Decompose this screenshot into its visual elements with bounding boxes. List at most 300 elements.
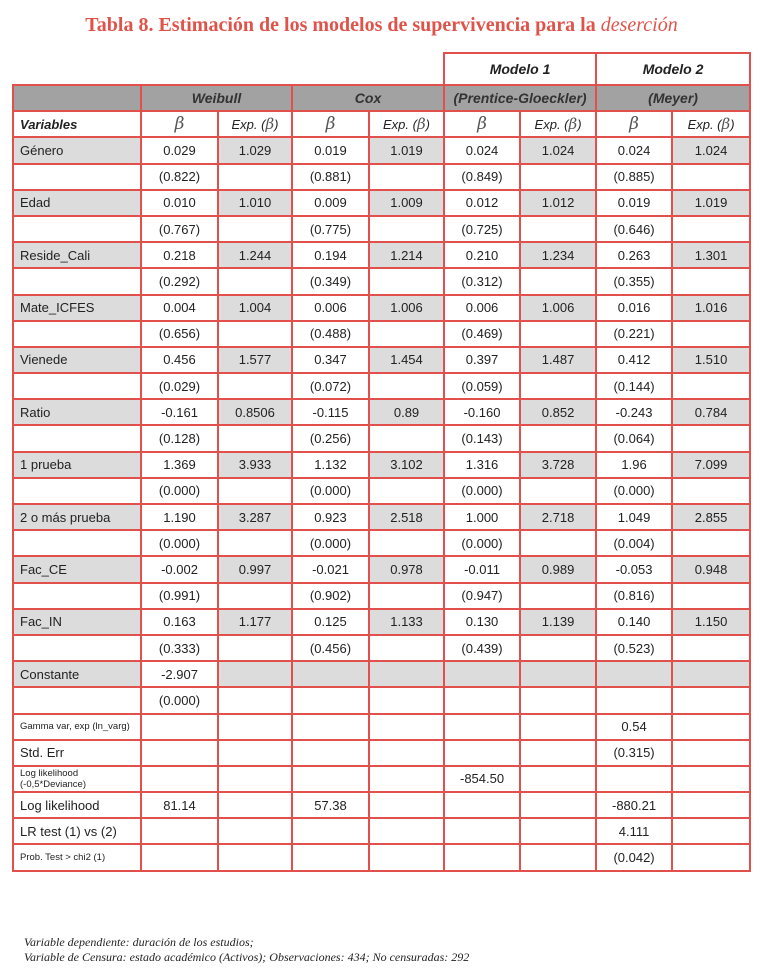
table-cell: 1.010 bbox=[218, 190, 292, 216]
table-cell: -854.50 bbox=[444, 766, 520, 792]
table-row bbox=[13, 216, 750, 242]
table-cell: 0.010 bbox=[141, 190, 218, 216]
row-label: Mate_ICFES bbox=[13, 295, 141, 321]
row-label bbox=[13, 164, 141, 190]
table-cell: 0.8506 bbox=[218, 399, 292, 425]
table-cell: (0.072) bbox=[292, 373, 369, 399]
table-cell bbox=[218, 530, 292, 556]
table-cell: (0.488) bbox=[292, 321, 369, 347]
table-cell: -0.002 bbox=[141, 556, 218, 582]
table-cell bbox=[520, 687, 596, 713]
table-cell: 0.978 bbox=[369, 556, 444, 582]
table-row bbox=[13, 766, 750, 792]
table-cell bbox=[218, 661, 292, 687]
table-cell bbox=[369, 714, 444, 740]
table-cell bbox=[520, 740, 596, 766]
table-cell: 0.923 bbox=[292, 504, 369, 530]
table-row bbox=[13, 714, 750, 740]
table-cell bbox=[218, 635, 292, 661]
table-cell: 81.14 bbox=[141, 792, 218, 818]
table-cell: 0.130 bbox=[444, 609, 520, 635]
exp-suffix: ) bbox=[425, 117, 430, 133]
table-cell: 0.009 bbox=[292, 190, 369, 216]
table-row bbox=[13, 635, 750, 661]
table-cell: (0.947) bbox=[444, 583, 520, 609]
table-cell: 0.54 bbox=[596, 714, 672, 740]
table-cell: 1.004 bbox=[218, 295, 292, 321]
row-label: Constante bbox=[13, 661, 141, 687]
table-cell bbox=[369, 373, 444, 399]
table-cell bbox=[369, 792, 444, 818]
table-cell: (0.315) bbox=[596, 740, 672, 766]
table-cell bbox=[520, 766, 596, 792]
table-title bbox=[0, 14, 763, 37]
table-cell bbox=[292, 844, 369, 870]
table-cell bbox=[520, 583, 596, 609]
table-cell: 1.234 bbox=[520, 242, 596, 268]
table-cell bbox=[596, 661, 672, 687]
table-cell: 57.38 bbox=[292, 792, 369, 818]
row-label: Edad bbox=[13, 190, 141, 216]
table-cell bbox=[596, 687, 672, 713]
table-cell bbox=[218, 268, 292, 294]
beta-symbol: β bbox=[174, 114, 185, 135]
table-cell bbox=[369, 164, 444, 190]
row-label bbox=[13, 216, 141, 242]
model-1-header: Modelo 1 bbox=[444, 53, 596, 85]
table-cell: 1.369 bbox=[141, 452, 218, 478]
table-cell: (0.333) bbox=[141, 635, 218, 661]
table-cell: 3.728 bbox=[520, 452, 596, 478]
row-label: Fac_CE bbox=[13, 556, 141, 582]
table-cell: 1.016 bbox=[672, 295, 750, 321]
table-cell bbox=[520, 268, 596, 294]
table-cell: 2.518 bbox=[369, 504, 444, 530]
table-cell bbox=[141, 844, 218, 870]
table-cell bbox=[218, 687, 292, 713]
table-cell bbox=[672, 635, 750, 661]
table-cell: 0.784 bbox=[672, 399, 750, 425]
table-cell bbox=[520, 321, 596, 347]
table-cell bbox=[672, 478, 750, 504]
exp-beta-header bbox=[672, 111, 750, 137]
table-cell: (0.775) bbox=[292, 216, 369, 242]
table-cell bbox=[444, 792, 520, 818]
table-cell: 0.163 bbox=[141, 609, 218, 635]
table-cell: (0.000) bbox=[444, 530, 520, 556]
table-row bbox=[13, 242, 750, 268]
table-cell: (0.004) bbox=[596, 530, 672, 556]
column-header-row bbox=[13, 111, 750, 137]
table-row bbox=[13, 190, 750, 216]
table-cell: 1.024 bbox=[520, 137, 596, 163]
table-cell bbox=[218, 478, 292, 504]
table-cell: (0.822) bbox=[141, 164, 218, 190]
table-cell: 0.194 bbox=[292, 242, 369, 268]
table-cell bbox=[520, 373, 596, 399]
group-weibull: Weibull bbox=[141, 85, 292, 111]
table-cell bbox=[369, 583, 444, 609]
table-cell bbox=[444, 844, 520, 870]
table-cell: 7.099 bbox=[672, 452, 750, 478]
row-label bbox=[13, 583, 141, 609]
table-cell: 0.019 bbox=[596, 190, 672, 216]
footnotes bbox=[24, 935, 469, 965]
beta-header bbox=[596, 111, 672, 137]
table-cell: (0.656) bbox=[141, 321, 218, 347]
table-cell bbox=[292, 766, 369, 792]
table-cell: (0.144) bbox=[596, 373, 672, 399]
table-cell bbox=[218, 818, 292, 844]
table-cell bbox=[672, 740, 750, 766]
title-main: Tabla 8. Estimación de los modelos de supervivencia para la bbox=[85, 14, 601, 36]
table-cell: -0.160 bbox=[444, 399, 520, 425]
table-cell bbox=[672, 164, 750, 190]
table-cell bbox=[444, 818, 520, 844]
table-cell bbox=[369, 425, 444, 451]
table-cell: 0.016 bbox=[596, 295, 672, 321]
table-cell bbox=[218, 164, 292, 190]
table-cell bbox=[369, 530, 444, 556]
table-cell bbox=[520, 714, 596, 740]
row-label: LR test (1) vs (2) bbox=[13, 818, 141, 844]
table-cell bbox=[369, 216, 444, 242]
table-cell: 0.456 bbox=[141, 347, 218, 373]
beta-symbol: β bbox=[568, 115, 578, 134]
table-cell bbox=[292, 714, 369, 740]
table-cell: 0.006 bbox=[292, 295, 369, 321]
table-row bbox=[13, 268, 750, 294]
table-cell: 1.244 bbox=[218, 242, 292, 268]
table-row bbox=[13, 661, 750, 687]
table-row bbox=[13, 556, 750, 582]
exp-suffix: ) bbox=[730, 117, 735, 133]
table-row bbox=[13, 452, 750, 478]
table-row bbox=[13, 609, 750, 635]
row-label bbox=[13, 321, 141, 347]
beta-header bbox=[141, 111, 218, 137]
row-label: Género bbox=[13, 137, 141, 163]
table-cell: 0.006 bbox=[444, 295, 520, 321]
table-cell: (0.221) bbox=[596, 321, 672, 347]
table-cell: (0.991) bbox=[141, 583, 218, 609]
table-cell: 1.301 bbox=[672, 242, 750, 268]
beta-symbol: β bbox=[477, 114, 487, 135]
table-cell: (0.902) bbox=[292, 583, 369, 609]
table-row bbox=[13, 818, 750, 844]
model-2-header: Modelo 2 bbox=[596, 53, 750, 85]
table-cell bbox=[218, 714, 292, 740]
table-cell: 1.510 bbox=[672, 347, 750, 373]
table-cell bbox=[520, 216, 596, 242]
beta-symbol: β bbox=[325, 114, 336, 135]
table-cell bbox=[369, 818, 444, 844]
table-cell: (0.881) bbox=[292, 164, 369, 190]
table-cell: 0.029 bbox=[141, 137, 218, 163]
table-cell: (0.143) bbox=[444, 425, 520, 451]
table-cell bbox=[520, 425, 596, 451]
table-cell: 0.125 bbox=[292, 609, 369, 635]
exp-suffix: ) bbox=[577, 117, 582, 133]
table-cell: 0.997 bbox=[218, 556, 292, 582]
table-cell: (0.256) bbox=[292, 425, 369, 451]
table-cell bbox=[292, 740, 369, 766]
table-cell bbox=[672, 844, 750, 870]
table-cell: (0.059) bbox=[444, 373, 520, 399]
table-cell: 1.024 bbox=[672, 137, 750, 163]
exp-beta-header bbox=[520, 111, 596, 137]
table-cell: (0.029) bbox=[141, 373, 218, 399]
table-cell bbox=[520, 792, 596, 818]
table-cell: 1.316 bbox=[444, 452, 520, 478]
row-label: Prob. Test > chi2 (1) bbox=[13, 844, 141, 870]
table-cell: 1.000 bbox=[444, 504, 520, 530]
table-cell: 0.852 bbox=[520, 399, 596, 425]
table-cell: -0.053 bbox=[596, 556, 672, 582]
beta-symbol: β bbox=[721, 115, 731, 134]
table-cell bbox=[520, 635, 596, 661]
table-cell: (0.439) bbox=[444, 635, 520, 661]
beta-header bbox=[292, 111, 369, 137]
table-cell: 1.133 bbox=[369, 609, 444, 635]
table-cell: (0.128) bbox=[141, 425, 218, 451]
table-cell: 1.177 bbox=[218, 609, 292, 635]
table-cell bbox=[520, 164, 596, 190]
table-cell: 0.218 bbox=[141, 242, 218, 268]
table-cell: (0.000) bbox=[141, 478, 218, 504]
table-cell: 0.397 bbox=[444, 347, 520, 373]
table-cell: 1.214 bbox=[369, 242, 444, 268]
table-cell bbox=[141, 766, 218, 792]
table-cell bbox=[369, 740, 444, 766]
table-cell bbox=[444, 714, 520, 740]
table-cell: (0.000) bbox=[292, 530, 369, 556]
table-cell: -0.161 bbox=[141, 399, 218, 425]
variables-header: Variables bbox=[13, 111, 141, 137]
table-cell: 1.190 bbox=[141, 504, 218, 530]
table-cell: 2.718 bbox=[520, 504, 596, 530]
table-cell: (0.646) bbox=[596, 216, 672, 242]
row-label bbox=[13, 268, 141, 294]
table-cell: (0.349) bbox=[292, 268, 369, 294]
exp-prefix: Exp. ( bbox=[383, 117, 417, 133]
table-cell bbox=[672, 321, 750, 347]
table-cell: (0.000) bbox=[141, 530, 218, 556]
group-header-blank bbox=[13, 85, 141, 111]
beta-symbol: β bbox=[416, 115, 426, 134]
table-cell: -0.243 bbox=[596, 399, 672, 425]
table-row bbox=[13, 425, 750, 451]
beta-symbol: β bbox=[629, 114, 639, 135]
row-label: Ratio bbox=[13, 399, 141, 425]
table-cell: 0.412 bbox=[596, 347, 672, 373]
table-row bbox=[13, 321, 750, 347]
table-cell: (0.849) bbox=[444, 164, 520, 190]
table-cell bbox=[444, 687, 520, 713]
table-cell bbox=[672, 766, 750, 792]
table-cell bbox=[218, 792, 292, 818]
row-label bbox=[13, 373, 141, 399]
table-row bbox=[13, 530, 750, 556]
table-cell: 0.210 bbox=[444, 242, 520, 268]
table-cell: 1.150 bbox=[672, 609, 750, 635]
exp-suffix: ) bbox=[274, 117, 279, 133]
exp-prefix: Exp. ( bbox=[534, 117, 569, 133]
table-cell: -0.021 bbox=[292, 556, 369, 582]
table-cell: 0.347 bbox=[292, 347, 369, 373]
table-cell bbox=[672, 714, 750, 740]
table-cell bbox=[292, 818, 369, 844]
table-cell: (0.000) bbox=[292, 478, 369, 504]
group-prentice-gloeckler: (Prentice-Gloeckler) bbox=[444, 85, 596, 111]
table-cell: (0.312) bbox=[444, 268, 520, 294]
table-cell: (0.000) bbox=[444, 478, 520, 504]
table-cell bbox=[292, 687, 369, 713]
table-cell: (0.456) bbox=[292, 635, 369, 661]
table-cell: 1.049 bbox=[596, 504, 672, 530]
table-cell bbox=[141, 740, 218, 766]
table-cell bbox=[369, 478, 444, 504]
exp-beta-header bbox=[369, 111, 444, 137]
table-cell: (0.725) bbox=[444, 216, 520, 242]
table-cell: 1.487 bbox=[520, 347, 596, 373]
table-cell: 3.102 bbox=[369, 452, 444, 478]
row-label bbox=[13, 687, 141, 713]
table-cell bbox=[520, 530, 596, 556]
table-cell bbox=[218, 373, 292, 399]
table-cell bbox=[596, 766, 672, 792]
table-cell: 0.024 bbox=[444, 137, 520, 163]
row-label: Reside_Cali bbox=[13, 242, 141, 268]
table-cell bbox=[672, 216, 750, 242]
table-cell bbox=[292, 661, 369, 687]
table-cell: (0.816) bbox=[596, 583, 672, 609]
row-label: Log likelihood (-0,5*Deviance) bbox=[13, 766, 141, 792]
row-label bbox=[13, 425, 141, 451]
table-cell: 1.006 bbox=[369, 295, 444, 321]
table-cell: 1.139 bbox=[520, 609, 596, 635]
table-cell: 1.012 bbox=[520, 190, 596, 216]
title-italic: deserción bbox=[600, 14, 678, 36]
table-cell bbox=[141, 714, 218, 740]
table-cell: (0.064) bbox=[596, 425, 672, 451]
table-row bbox=[13, 373, 750, 399]
table-cell bbox=[672, 583, 750, 609]
table-cell bbox=[520, 818, 596, 844]
table-cell: 1.132 bbox=[292, 452, 369, 478]
table-cell: 0.948 bbox=[672, 556, 750, 582]
table-cell: (0.292) bbox=[141, 268, 218, 294]
table-cell: -880.21 bbox=[596, 792, 672, 818]
table-cell: (0.355) bbox=[596, 268, 672, 294]
beta-symbol: β bbox=[265, 115, 275, 134]
table-cell: 1.019 bbox=[369, 137, 444, 163]
table-row bbox=[13, 478, 750, 504]
table-cell bbox=[444, 740, 520, 766]
table-cell bbox=[520, 661, 596, 687]
table-cell: 0.024 bbox=[596, 137, 672, 163]
row-label: Vienede bbox=[13, 347, 141, 373]
table-row bbox=[13, 295, 750, 321]
table-row bbox=[13, 504, 750, 530]
table-cell bbox=[672, 373, 750, 399]
row-label: Log likelihood bbox=[13, 792, 141, 818]
beta-header bbox=[444, 111, 520, 137]
table-cell: 0.263 bbox=[596, 242, 672, 268]
table-cell bbox=[672, 268, 750, 294]
table-row bbox=[13, 583, 750, 609]
exp-prefix: Exp. ( bbox=[687, 117, 722, 133]
table-row bbox=[13, 740, 750, 766]
table-cell: (0.767) bbox=[141, 216, 218, 242]
table-cell bbox=[218, 766, 292, 792]
table-cell: 1.454 bbox=[369, 347, 444, 373]
table-cell: 1.577 bbox=[218, 347, 292, 373]
footnote-dependent: Variable dependiente: duración de los estudios; bbox=[24, 935, 254, 949]
table-cell bbox=[520, 478, 596, 504]
table-cell bbox=[672, 425, 750, 451]
table-cell bbox=[369, 766, 444, 792]
model-header-row bbox=[13, 53, 750, 85]
table-cell bbox=[218, 425, 292, 451]
table-cell bbox=[672, 530, 750, 556]
row-label: 2 o más prueba bbox=[13, 504, 141, 530]
group-cox: Cox bbox=[292, 85, 444, 111]
table-cell: 3.933 bbox=[218, 452, 292, 478]
table-cell bbox=[369, 321, 444, 347]
group-meyer: (Meyer) bbox=[596, 85, 750, 111]
table-cell bbox=[369, 661, 444, 687]
table-cell bbox=[672, 792, 750, 818]
table-cell bbox=[369, 687, 444, 713]
table-cell bbox=[672, 818, 750, 844]
table-row bbox=[13, 164, 750, 190]
table-cell: 1.009 bbox=[369, 190, 444, 216]
table-cell: 0.004 bbox=[141, 295, 218, 321]
table-cell: -2.907 bbox=[141, 661, 218, 687]
table-row bbox=[13, 687, 750, 713]
table-cell bbox=[218, 321, 292, 347]
table-cell: (0.885) bbox=[596, 164, 672, 190]
table-cell bbox=[218, 216, 292, 242]
row-label: Gamma var, exp (ln_varg) bbox=[13, 714, 141, 740]
table-row bbox=[13, 399, 750, 425]
table-cell bbox=[672, 661, 750, 687]
table-cell bbox=[218, 583, 292, 609]
table-cell: 1.029 bbox=[218, 137, 292, 163]
row-label bbox=[13, 478, 141, 504]
table-cell: -0.115 bbox=[292, 399, 369, 425]
exp-prefix: Exp. ( bbox=[231, 117, 266, 133]
table-cell: 1.006 bbox=[520, 295, 596, 321]
table-cell: 0.989 bbox=[520, 556, 596, 582]
exp-beta-header bbox=[218, 111, 292, 137]
table-row bbox=[13, 137, 750, 163]
table-row bbox=[13, 792, 750, 818]
table-row bbox=[13, 844, 750, 870]
table-cell: (0.000) bbox=[596, 478, 672, 504]
table-cell: 0.89 bbox=[369, 399, 444, 425]
table-cell: 1.019 bbox=[672, 190, 750, 216]
table-cell: 0.019 bbox=[292, 137, 369, 163]
table-cell: 0.012 bbox=[444, 190, 520, 216]
survival-models-table bbox=[12, 52, 751, 872]
table-cell: (0.469) bbox=[444, 321, 520, 347]
table-cell bbox=[672, 687, 750, 713]
table-cell bbox=[444, 661, 520, 687]
table-cell: -0.011 bbox=[444, 556, 520, 582]
row-label: 1 prueba bbox=[13, 452, 141, 478]
